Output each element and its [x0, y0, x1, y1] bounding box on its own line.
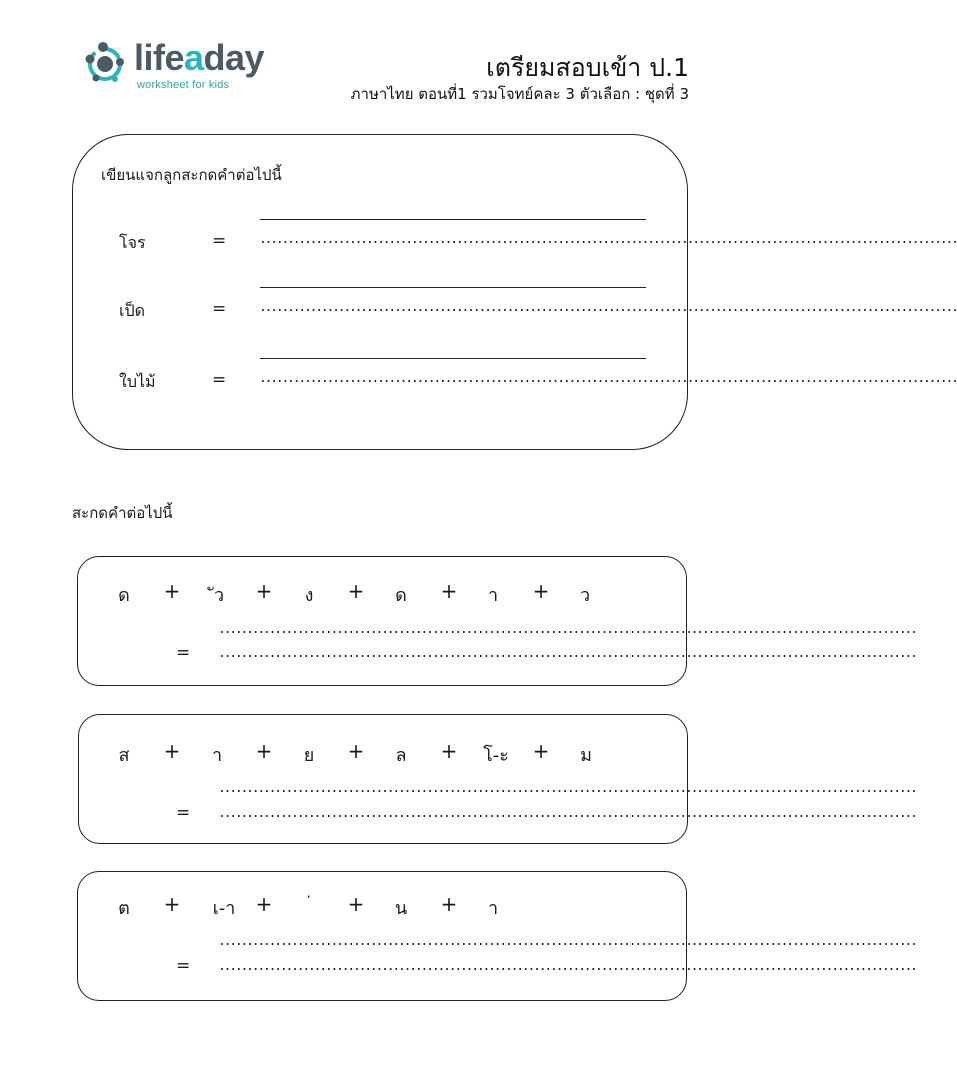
answer-dotted-line: ............................................................................................................................ [218, 622, 916, 637]
answer-dotted-line: ............................................................................................................................ [218, 806, 916, 821]
plus-sign: + [532, 739, 550, 763]
letter-token: า [211, 745, 223, 766]
letter-token: ย [303, 745, 315, 766]
plus-sign: + [163, 739, 181, 763]
letter-token [291, 893, 331, 922]
letter-token: ง [304, 585, 314, 606]
page-title: เตรียมสอบเข้า ป.1 [486, 53, 689, 82]
answer-line [260, 219, 646, 220]
answer-dotted-line: ............................................................................................................................ [259, 232, 957, 247]
answer-dotted-line: ............................................................................................................................ [218, 781, 916, 796]
letter-token: ต [118, 898, 130, 919]
letter-token: เ-า [212, 898, 236, 919]
letter-token: ล [395, 745, 407, 766]
letter-token: ด [395, 585, 407, 606]
spelling-exercise-frame [78, 714, 916, 844]
letter-token: ม [580, 745, 592, 766]
plus-sign: + [532, 579, 550, 603]
letter-token: ด [118, 585, 130, 606]
answer-dotted-line: ............................................................................................................................ [259, 300, 957, 315]
plus-sign: + [163, 579, 181, 603]
plus-sign: + [255, 579, 273, 603]
letter-token: ัว [213, 585, 225, 606]
spelling-exercise-frame [77, 556, 916, 686]
answer-dotted-line: ............................................................................................................................ [218, 959, 916, 974]
section1-instruction: เขียนแจกลูกสะกดคำต่อไปนี้ [101, 166, 282, 184]
answer-dotted-line: ............................................................................................................................ [218, 934, 916, 949]
letter-token: ว [579, 585, 591, 606]
answer-dotted-line: ............................................................................................................................ [259, 371, 957, 386]
logo-wordmark: lifeaday [134, 37, 265, 78]
word-label: ใบไม้ [119, 372, 156, 391]
section2-instruction: สะกดคำต่อไปนี้ [72, 504, 173, 522]
plus-sign: + [347, 892, 365, 916]
word-label: โจร [119, 233, 146, 252]
equals-sign: = [212, 299, 227, 319]
plus-sign: + [163, 892, 181, 916]
answer-line [260, 358, 646, 359]
letter-token: น [394, 898, 408, 919]
page-subtitle: ภาษาไทย ตอนที่1 รวมโจทย์คละ 3 ตัวเลือก : ชุดที่ 3 [350, 85, 689, 103]
letter-token: ส [118, 745, 130, 766]
letter-token: า [487, 898, 499, 919]
lifeaday-logo-icon [82, 40, 130, 88]
plus-sign: + [347, 739, 365, 763]
answer-dotted-line: ............................................................................................................................ [218, 646, 916, 661]
plus-sign: + [347, 579, 365, 603]
equals-sign: = [176, 803, 191, 823]
letter-token: โ-ะ [483, 745, 509, 766]
plus-sign: + [255, 892, 273, 916]
logo-tagline: worksheet for kids [137, 79, 230, 91]
answer-line [260, 287, 646, 288]
equals-sign: = [176, 956, 191, 976]
letter-token: า [487, 585, 499, 606]
plus-sign: + [440, 892, 458, 916]
plus-sign: + [440, 739, 458, 763]
word-label: เป็ด [119, 301, 146, 320]
plus-sign: + [440, 579, 458, 603]
equals-sign: = [212, 231, 227, 251]
plus-sign: + [255, 739, 273, 763]
equals-sign: = [176, 643, 191, 663]
equals-sign: = [212, 370, 227, 390]
